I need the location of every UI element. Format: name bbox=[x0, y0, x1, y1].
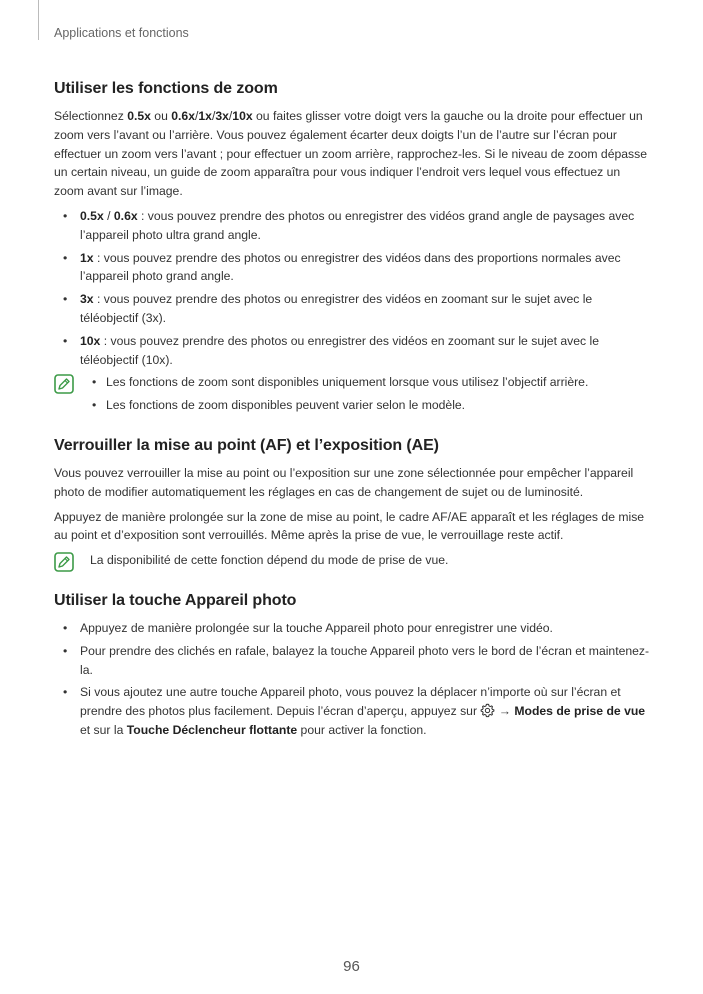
list-item: • 0.5x / 0.6x : vous pouvez prendre des photos ou enregistrer des vidéos grand angle de paysages avec l’appareil photo ultra grand angle. bbox=[54, 207, 650, 245]
settings-gear-icon bbox=[480, 703, 495, 718]
shutter-bullet-list bbox=[54, 619, 650, 740]
shutter-section-title: Utiliser la touche Appareil photo bbox=[54, 591, 297, 609]
list-item: • 1x : vous pouvez prendre des photos ou enregistrer des vidéos dans des proportions normales avec l’appareil photo grand angle. bbox=[54, 249, 650, 287]
af-paragraph-2: Appuyez de manière prolongée sur la zone de mise au point, le cadre AF/AE apparaît et les réglages de mise au point et d’exposition sont verrouillés. Même après la prise de vue, le verrouillage reste actif. bbox=[54, 509, 645, 543]
note-item: • Les fonctions de zoom sont disponibles uniquement lorsque vous utilisez l’objectif arrière. bbox=[80, 373, 650, 392]
zoom-note bbox=[54, 373, 650, 415]
note-text: La disponibilité de cette fonction dépend du mode de prise de vue. bbox=[90, 553, 449, 568]
af-section-title: Verrouiller la mise au point (AF) et l’exposition (AE) bbox=[54, 436, 439, 454]
af-note bbox=[54, 551, 650, 570]
note-pencil-icon bbox=[54, 552, 74, 572]
zoom-intro: Sélectionnez 0.5x ou 0.6x/1x/3x/10x ou faites glisser votre doigt vers la gauche ou la droite pour effectuer un zoom vers l’avant ou l’arrière. Vous pouvez également écarter deux doigts l’un de l’autre sur l’écran pour effectuer un zoom vers l’avant ; pour effectuer un zoom arrière, rapprochez-les. Si le niveau de zoom dépasse un certain niveau, un guide de zoom apparaîtra pour vous indiquer l’endroit vers lequel vous effectuez un zoom avant sur l’image. bbox=[54, 109, 647, 199]
list-item: • 10x : vous pouvez prendre des photos ou enregistrer des vidéos en zoomant sur le sujet avec le téléobjectif (10x). bbox=[54, 332, 650, 370]
note-pencil-icon bbox=[54, 374, 74, 394]
zoom-section-title: Utiliser les fonctions de zoom bbox=[54, 80, 278, 97]
list-item: • Pour prendre des clichés en rafale, balayez la touche Appareil photo vers le bord de l’écran et maintenez-la. bbox=[54, 642, 650, 680]
page-content bbox=[54, 80, 650, 744]
zoom-bullet-list bbox=[54, 207, 650, 369]
list-item: • 3x : vous pouvez prendre des photos ou enregistrer des vidéos en zoomant sur le sujet avec le téléobjectif (3x). bbox=[54, 290, 650, 328]
af-paragraph-1: Vous pouvez verrouiller la mise au point ou l’exposition sur une zone sélectionnée pour empêcher l’appareil photo de modifier automatiquement les réglages en cas de changement de sujet ou de luminosité. bbox=[54, 465, 634, 499]
list-item: • Si vous ajoutez une autre touche Appareil photo, vous pouvez la déplacer n’importe où sur l’écran et prendre des photos plus facilement. Depuis l’écran d’aperçu, appuyez sur → Modes de prise de vue et sur la Touche Déclencheur flottante pour activer la fonction. bbox=[54, 683, 650, 739]
page-number: 96 bbox=[343, 958, 360, 975]
running-header: Applications et fonctions bbox=[54, 26, 189, 40]
note-item: • Les fonctions de zoom disponibles peuvent varier selon le modèle. bbox=[80, 396, 650, 415]
header-rule bbox=[38, 0, 39, 40]
list-item: • Appuyez de manière prolongée sur la touche Appareil photo pour enregistrer une vidéo. bbox=[54, 619, 650, 638]
